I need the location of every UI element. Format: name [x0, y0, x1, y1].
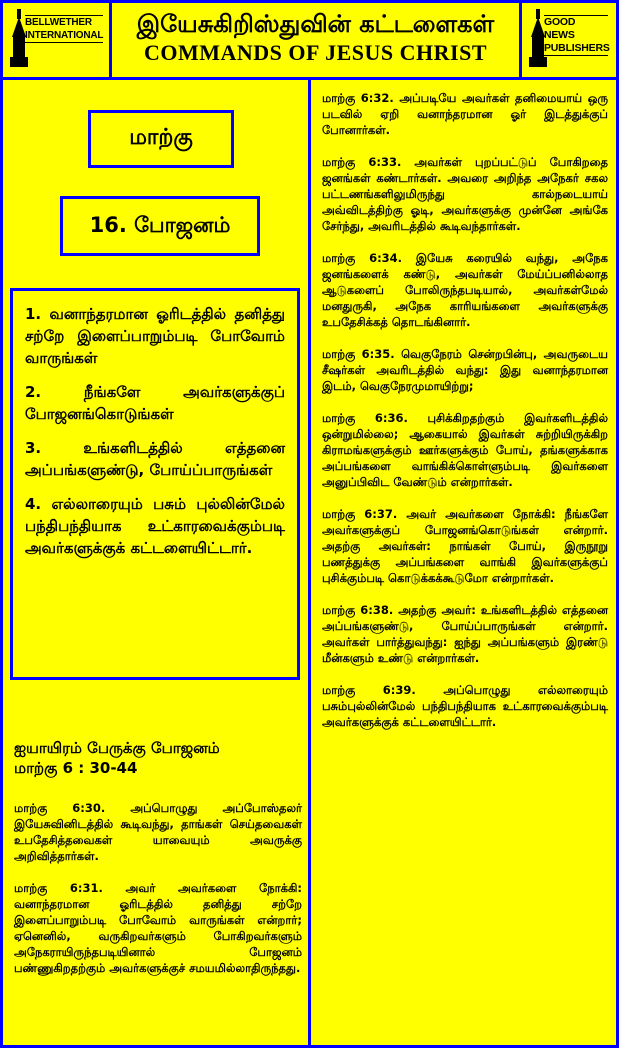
- verse-6-34: மாற்கு 6:34. இயேசு கரையில் வந்து, அநேக ஜனங்களைக் கண்டு, அவர்கள் மேய்ப்பனில்லாத ஆடுகளைப் போலிருந்தபடியால், அவர்கள்மேல் மனதுருகி, அநேக காரியங்களை அவர்களுக்கு உபதேசிக்கத் தொடங்கினார்.: [322, 251, 608, 329]
- verse-6-38: மாற்கு 6:38. அதற்கு அவர்: உங்களிடத்தில் எத்தனை அப்பங்களுண்டு, போய்ப்பாருங்கள் என்றார். அவர்கள் பார்த்துவந்து: ஐந்து அப்பங்களும் இரண்டு மீன்களும் உண்டு என்றார்கள்.: [322, 603, 608, 665]
- title-english: COMMANDS OF JESUS CHRIST: [143, 40, 488, 65]
- book-name: மாற்கு: [88, 110, 234, 168]
- passage-heading: [14, 738, 304, 778]
- verse-6-31: மாற்கு 6:31. அவர் அவர்களை நோக்கி: வனாந்தரமான ஓரிடத்தில் தனித்து சற்றே இளைப்பாறும்படி போவோம் வாருங்கள் என்றார்; ஏனெனில், வருகிறவர்களும் போகிறவர்களும் அநேகராயிருந்தபடியினால் போஜனம் பண்ணுகிறதற்கும் அவர்களுக்குச் சமயமில்லாதிருந்தது.: [14, 881, 302, 975]
- verses-right-column: [322, 90, 608, 746]
- left-logo-text: [25, 15, 103, 43]
- command-4: 4. எல்லாரையும் பசும் புல்லின்மேல் பந்திபந்தியாக உட்காரவைக்கும்படி அவர்களுக்குக் கட்டளையிட்டார்.: [25, 495, 285, 557]
- publisher-logo-right: [519, 0, 619, 80]
- passage-title: ஐயாயிரம் பேருக்கு போஜனம்: [14, 739, 220, 757]
- verse-6-36: மாற்கு 6:36. புசிக்கிறதற்கும் இவர்களிடத்தில் ஒன்றுமில்லை; ஆகையால் இவர்கள் சுற்றியிருக்கிற கிராமங்களுக்கும் ஊர்களுக்கும் போய், தங்களுக்காக அப்பங்களை வாங்கிக்கொள்ளும்படி இவர்களை அனுப்பிவிட வேண்டும் என்றார்கள்.: [322, 411, 608, 489]
- right-logo-line-1: GOOD NEWS: [544, 16, 576, 41]
- verse-6-37: மாற்கு 6:37. அவர் அவர்களை நோக்கி: நீங்களே அவர்களுக்குப் போஜனங்கொடுங்கள் என்றார். அதற்கு அவர்கள்: நாங்கள் போய், இருநூறு பணத்துக்கு அப்பங்களை வாங்கி இவர்களுக்குப் புசிக்கும்படி கொடுக்கக்கூடுமோ என்றார்கள்.: [322, 507, 608, 585]
- column-divider: [308, 77, 311, 1048]
- verse-6-35: மாற்கு 6:35. வெகுநேரம் சென்றபின்பு, அவருடைய சீஷர்கள் அவரிடத்தில் வந்து: இது வனாந்தரமான இடம், வெகுநேரமுமாயிற்று;: [322, 347, 608, 393]
- command-2: 2. நீங்களே அவர்களுக்குப் போஜனங்கொடுங்கள்: [25, 383, 285, 423]
- publisher-logo-left: [0, 0, 112, 80]
- title-tamil: இயேசுகிறிஸ்துவின் கட்டளைகள்: [136, 10, 495, 38]
- passage-reference: மாற்கு 6 : 30-44: [14, 759, 138, 777]
- right-logo-line-2: PUBLISHERS: [544, 42, 610, 54]
- header-title-box: [109, 0, 522, 80]
- left-logo-line-2: INTERNATIONAL: [25, 30, 104, 41]
- commands-box: [10, 288, 300, 680]
- verses-left-column: [14, 800, 302, 992]
- verse-6-33: மாற்கு 6:33. அவர்கள் புறப்பட்டுப் போகிறதை ஜனங்கள் கண்டார்கள். அவரை அறிந்த அநேகர் சகல பட்டணங்களிலுமிருந்து கால்நடையாய் அவ்விடத்திற்கு ஓடி, அவர்களுக்கு முன்னே அங்கே சேர்ந்து, அவரிடத்தில் கூடிவந்தார்கள்.: [322, 155, 608, 233]
- command-1: 1. வனாந்தரமான ஓரிடத்தில் தனித்து சற்றே இளைப்பாறும்படி போவோம் வாருங்கள்: [25, 305, 285, 367]
- topic-title: 16. போஜனம்: [60, 196, 260, 256]
- verse-6-30: மாற்கு 6:30. அப்பொழுது அப்போஸ்தலர் இயேசுவினிடத்தில் கூடிவந்து, தாங்கள் செய்தவைகள் உபதேசித்தவைகள் யாவையும் அவருக்கு அறிவித்தார்கள்.: [14, 801, 302, 863]
- right-logo-text: [544, 15, 608, 56]
- verse-6-39: மாற்கு 6:39. அப்பொழுது எல்லாரையும் பசும்புல்லின்மேல் பந்திபந்தியாக உட்காரவைக்கும்படி அவர்களுக்குக் கட்டளையிட்டார்.: [322, 683, 608, 729]
- verse-6-32: மாற்கு 6:32. அப்படியே அவர்கள் தனிமையாய் ஒரு படவில் ஏறி வனாந்தரமான ஓர் இடத்துக்குப் போனார்கள்.: [322, 91, 608, 137]
- left-logo-line-1: BELLWETHER: [25, 17, 92, 28]
- command-3: 3. உங்களிடத்தில் எத்தனை அப்பங்களுண்டு, போய்ப்பாருங்கள்: [25, 439, 285, 479]
